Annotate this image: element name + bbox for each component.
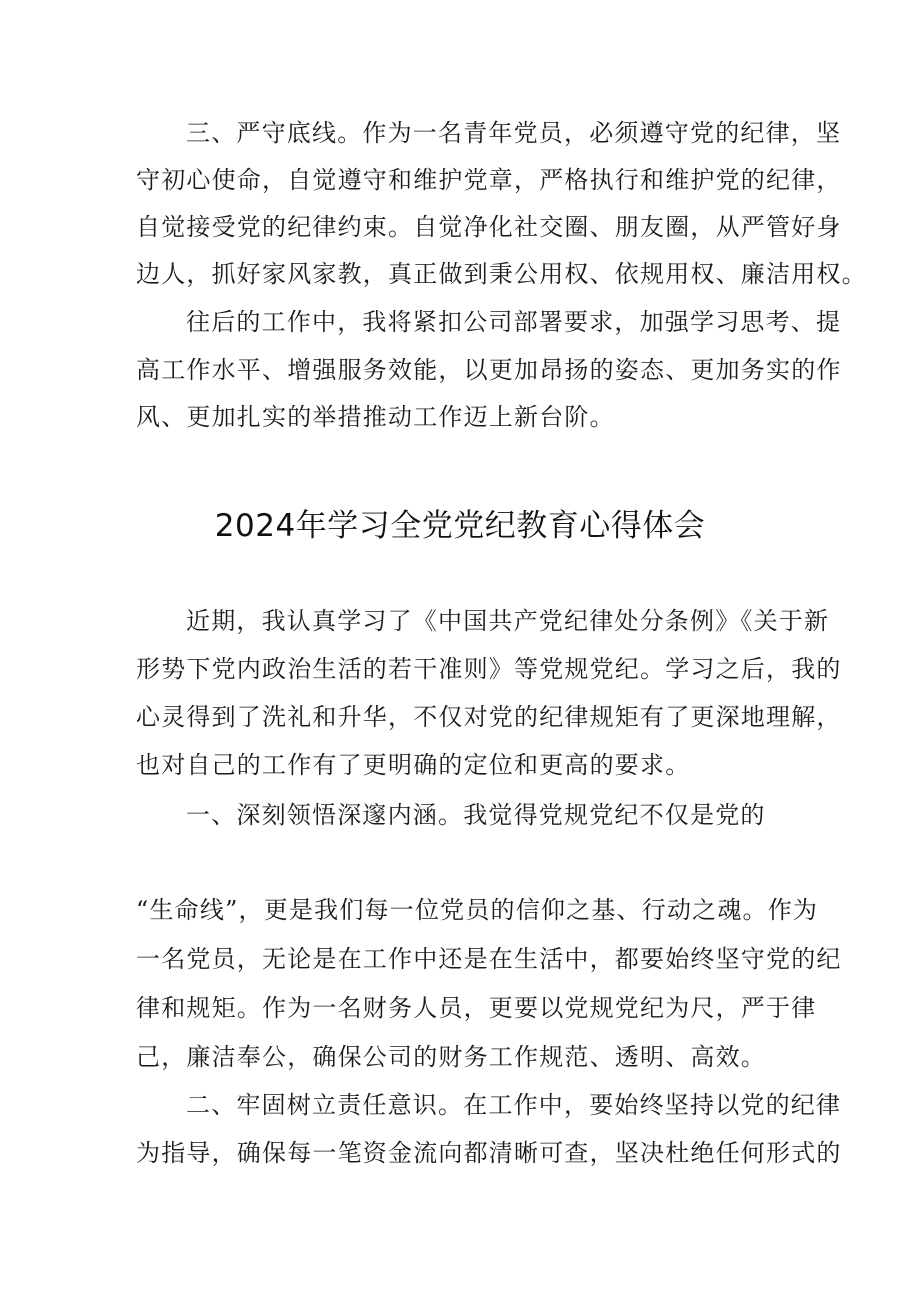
paragraph-line: 二、牢固树立责任意识。在工作中，要始终坚持以党的纪律 (186, 1091, 842, 1119)
paragraph-line: “生命线”，更是我们每一位党员的信仰之基、行动之魂。作为 (136, 896, 819, 924)
paragraph-line: 为指导，确保每一笔资金流向都清晰可查，坚决杜绝任何形式的 (136, 1139, 842, 1167)
paragraph-line: 高工作水平、增强服务效能，以更加昂扬的姿态、更加务实的作 (136, 356, 842, 384)
paragraph-line: 近期，我认真学习了《中国共产党纪律处分条例》《关于新 (186, 607, 830, 635)
paragraph-line: 心灵得到了洗礼和升华，不仅对党的纪律规矩有了更深地理解， (136, 703, 842, 731)
paragraph-line: 一、深刻领悟深邃内涵。我觉得党规党纪不仅是党的 (186, 801, 766, 829)
paragraph-line: 自觉接受党的纪律约束。自觉净化社交圈、朋友圈，从严管好身 (136, 213, 842, 241)
paragraph-line: 一名党员，无论是在工作中还是在生活中，都要始终坚守党的纪 (136, 945, 842, 973)
paragraph-line: 律和规矩。作为一名财务人员，更要以党规党纪为尺，严于律 (136, 994, 817, 1022)
paragraph-line: 三、严守底线。作为一名青年党员，必须遵守党的纪律，坚 (186, 119, 842, 147)
page-title: 2024年学习全党党纪教育心得体会 (214, 508, 706, 544)
paragraph-line: 往后的工作中，我将紧扣公司部署要求，加强学习思考、提 (186, 308, 842, 336)
paragraph-line: 边人，抓好家风家教，真正做到秉公用权、依规用权、廉洁用权。 (136, 260, 867, 288)
paragraph-line: 形势下党内政治生活的若干准则》等党规党纪。学习之后，我的 (136, 655, 842, 683)
paragraph-line: 己，廉洁奉公，确保公司的财务工作规范、透明、高效。 (136, 1043, 766, 1071)
paragraph-line: 守初心使命，自觉遵守和维护党章，严格执行和维护党的纪律， (136, 166, 842, 194)
paragraph-line: 风、更加扎实的举措推动工作迈上新台阶。 (136, 403, 615, 431)
paragraph-line: 也对自己的工作有了更明确的定位和更高的要求。 (136, 751, 691, 779)
